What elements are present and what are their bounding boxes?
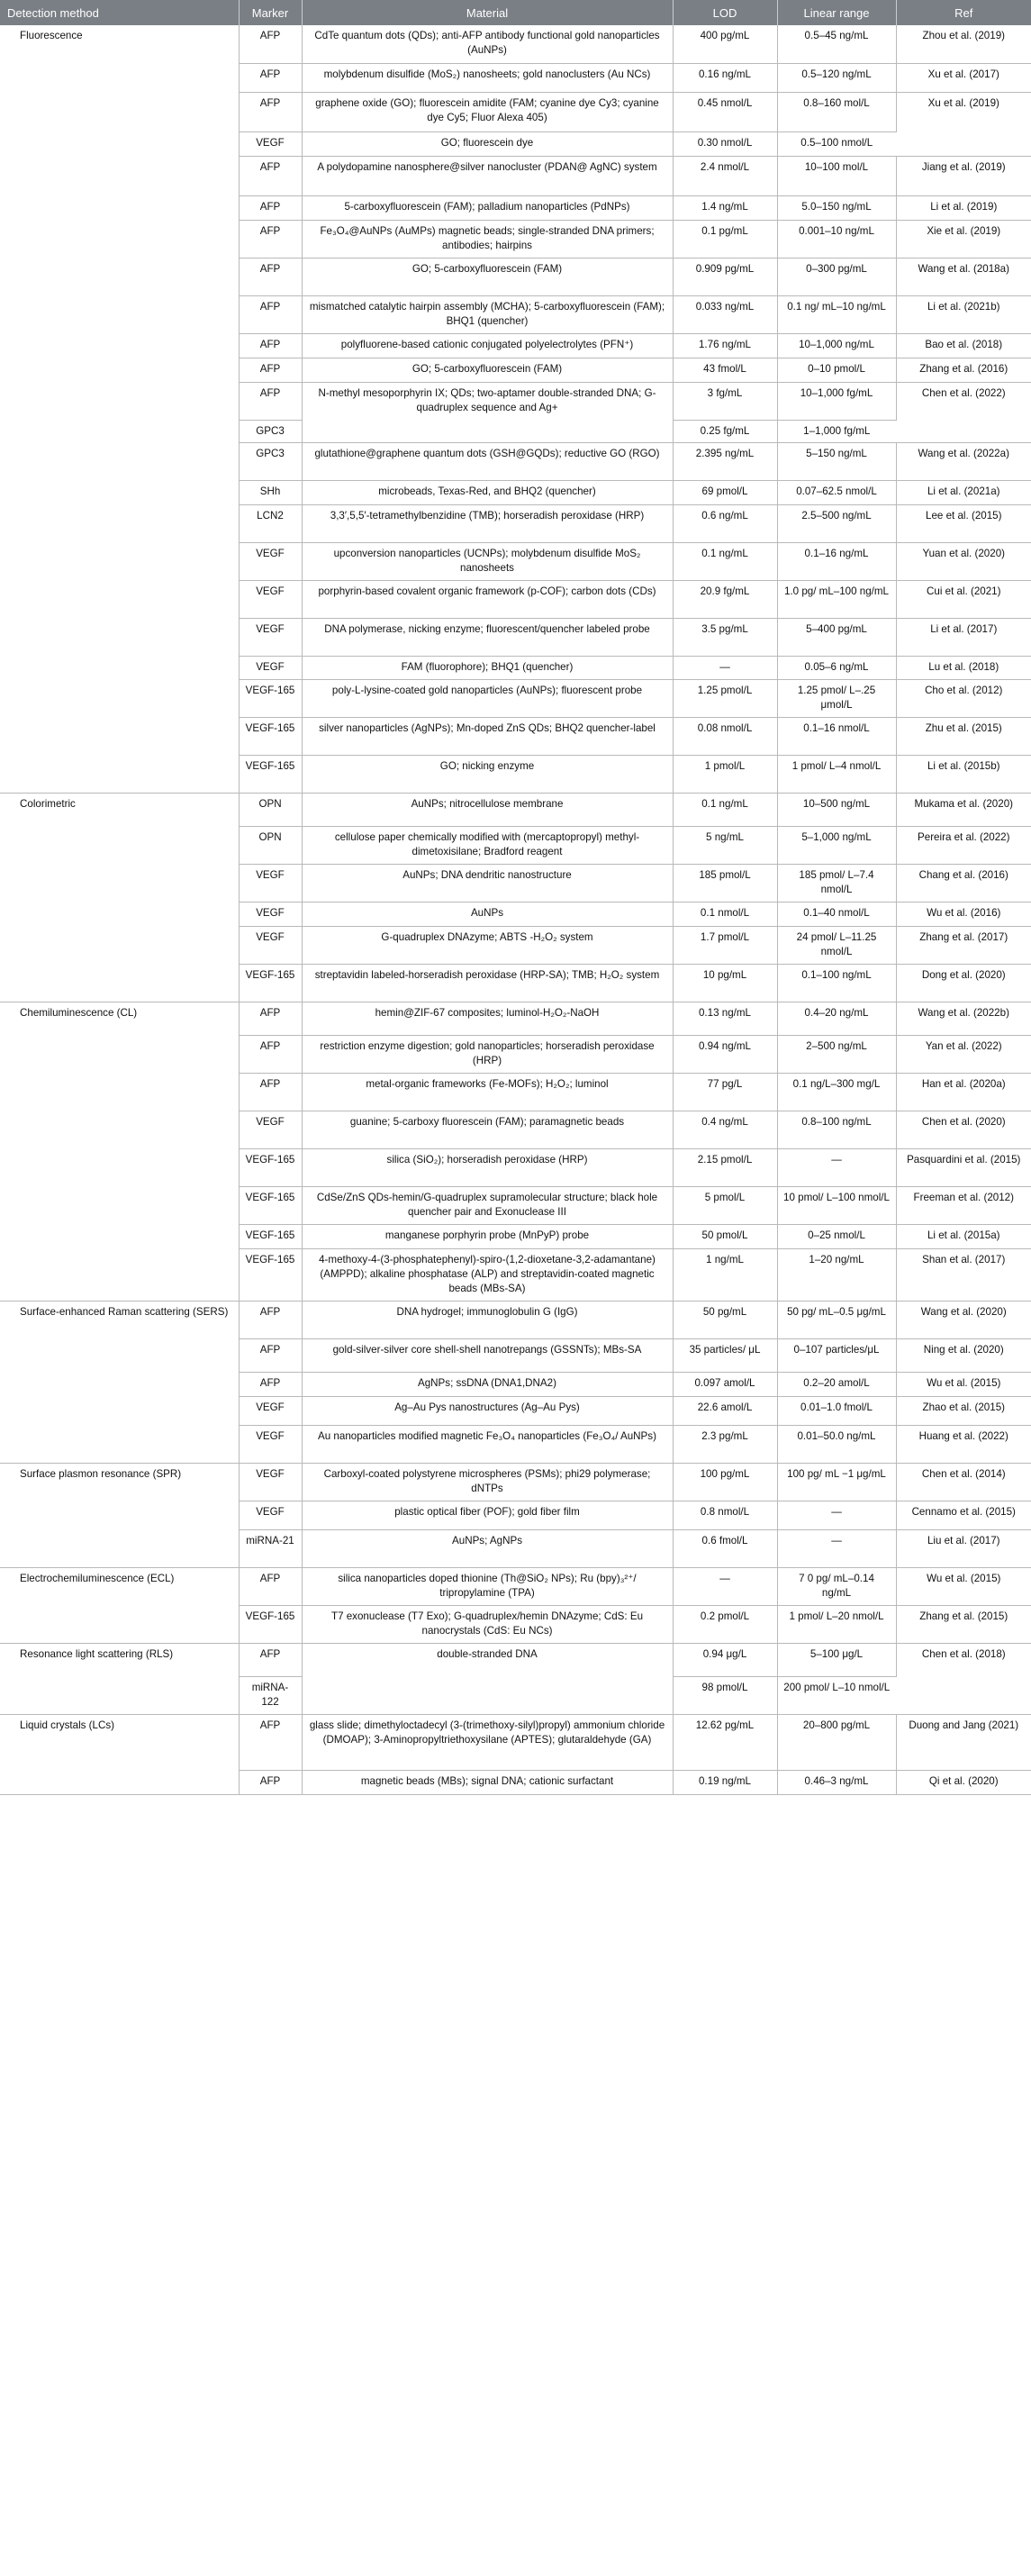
marker-cell: VEGF-165 (239, 679, 302, 717)
marker-cell: AFP (239, 1338, 302, 1372)
marker-cell: AFP (239, 1073, 302, 1111)
linear-range-cell: 1.0 pg/ mL–100 ng/mL (777, 580, 896, 618)
material-cell: silver nanoparticles (AgNPs); Mn-doped ZnS QDs; BHQ2 quencher-label (302, 717, 673, 755)
linear-range-cell: — (777, 1501, 896, 1529)
linear-range-cell: 0.5–45 ng/mL (777, 25, 896, 63)
material-cell: 3,3′,5,5′-tetramethylbenzidine (TMB); horseradish peroxidase (HRP) (302, 504, 673, 542)
material-cell: A polydopamine nanosphere@silver nanocluster (PDAN@ AgNC) system (302, 156, 673, 195)
table-row (0, 1714, 1031, 1770)
linear-range-cell: 1–20 ng/mL (777, 1248, 896, 1301)
lod-cell: 0.909 pg/mL (673, 258, 777, 295)
ref-cell: Chen et al. (2022) (896, 382, 1031, 442)
marker-cell: AFP (239, 295, 302, 333)
lod-cell: 0.1 nmol/L (673, 902, 777, 926)
table-row (0, 1301, 1031, 1338)
linear-range-cell: 0–107 particles/μL (777, 1338, 896, 1372)
linear-range-cell: 0.5–120 ng/mL (777, 63, 896, 92)
ref-cell: Xu et al. (2019) (896, 92, 1031, 156)
ref-cell: Chen et al. (2014) (896, 1463, 1031, 1501)
linear-range-cell: 0.4–20 ng/mL (777, 1002, 896, 1035)
linear-range-cell: — (777, 1148, 896, 1186)
material-cell: CdTe quantum dots (QDs); anti-AFP antibody functional gold nanoparticles (AuNPs) (302, 25, 673, 63)
linear-range-cell: 1–1,000 fg/mL (777, 420, 896, 442)
header-marker: Marker (239, 0, 302, 25)
ref-cell: Li et al. (2017) (896, 618, 1031, 656)
ref-cell: Huang et al. (2022) (896, 1425, 1031, 1463)
linear-range-cell: 0.8–100 ng/mL (777, 1111, 896, 1148)
lod-cell: 20.9 fg/mL (673, 580, 777, 618)
lod-cell: 185 pmol/L (673, 864, 777, 902)
lod-cell: 1 pmol/L (673, 755, 777, 793)
ref-cell: Ning et al. (2020) (896, 1338, 1031, 1372)
ref-cell: Dong et al. (2020) (896, 964, 1031, 1002)
linear-range-cell: 10 pmol/ L–100 nmol/L (777, 1186, 896, 1224)
lod-cell: 0.1 ng/mL (673, 542, 777, 580)
ref-cell: Xie et al. (2019) (896, 220, 1031, 258)
marker-cell: AFP (239, 258, 302, 295)
marker-cell: AFP (239, 25, 302, 63)
ref-cell: Yan et al. (2022) (896, 1035, 1031, 1073)
ref-cell: Wu et al. (2015) (896, 1567, 1031, 1605)
marker-cell: AFP (239, 382, 302, 420)
material-cell: Fe₃O₄@AuNPs (AuMPs) magnetic beads; single-stranded DNA primers; antibodies; hairpins (302, 220, 673, 258)
lod-cell: 0.1 ng/mL (673, 793, 777, 826)
lod-cell: 0.25 fg/mL (673, 420, 777, 442)
marker-cell: VEGF (239, 132, 302, 156)
lod-cell: 77 pg/L (673, 1073, 777, 1111)
header-linear-range: Linear range (777, 0, 896, 25)
material-cell: polyfluorene-based cationic conjugated polyelectrolytes (PFN⁺) (302, 333, 673, 358)
lod-cell: 2.395 ng/mL (673, 442, 777, 480)
marker-cell: AFP (239, 195, 302, 220)
marker-cell: VEGF (239, 1396, 302, 1425)
marker-cell: OPN (239, 793, 302, 826)
lod-cell: 50 pg/mL (673, 1301, 777, 1338)
lod-cell: 22.6 amol/L (673, 1396, 777, 1425)
table-body (0, 25, 1031, 1794)
marker-cell: AFP (239, 63, 302, 92)
material-cell: upconversion nanoparticles (UCNPs); molybdenum disulfide MoS₂ nanosheets (302, 542, 673, 580)
lod-cell: 0.94 μg/L (673, 1643, 777, 1676)
material-cell: hemin@ZIF-67 composites; luminol-H₂O₂-NaOH (302, 1002, 673, 1035)
ref-cell: Zhou et al. (2019) (896, 25, 1031, 63)
header-lod: LOD (673, 0, 777, 25)
ref-cell: Xu et al. (2017) (896, 63, 1031, 92)
marker-cell: SHh (239, 480, 302, 504)
material-cell: DNA polymerase, nicking enzyme; fluorescent/quencher labeled probe (302, 618, 673, 656)
linear-range-cell: 0.01–50.0 ng/mL (777, 1425, 896, 1463)
material-cell: poly-L-lysine-coated gold nanoparticles (AuNPs); fluorescent probe (302, 679, 673, 717)
material-cell: G-quadruplex DNAzyme; ABTS -H₂O₂ system (302, 926, 673, 964)
detection-method-cell: Colorimetric (0, 793, 239, 1002)
material-cell: T7 exonuclease (T7 Exo); G-quadruplex/hemin DNAzyme; CdS: Eu nanocrystals (CdS: Eu NCs) (302, 1605, 673, 1643)
linear-range-cell: — (777, 1529, 896, 1567)
detection-method-cell: Surface-enhanced Raman scattering (SERS) (0, 1301, 239, 1463)
lod-cell: 0.13 ng/mL (673, 1002, 777, 1035)
material-cell: magnetic beads (MBs); signal DNA; cationic surfactant (302, 1770, 673, 1794)
linear-range-cell: 10–500 ng/mL (777, 793, 896, 826)
lod-cell: 1.25 pmol/L (673, 679, 777, 717)
material-cell: 4-methoxy-4-(3-phosphatephenyl)-spiro-(1,2-dioxetane-3,2-adamantane) (AMPPD); alkaline phosphatase (ALP) and streptavidin-coated magnetic beads (MBs-SA) (302, 1248, 673, 1301)
material-cell: glass slide; dimethyloctadecyl (3-(trimethoxy-silyl)propyl) ammonium chloride (DMOAP); 3-Aminopropyltriethoxysilane (APTES); glutaraldehyde (GA) (302, 1714, 673, 1770)
ref-cell: Lee et al. (2015) (896, 504, 1031, 542)
ref-cell: Wang et al. (2022a) (896, 442, 1031, 480)
material-cell: silica (SiO₂); horseradish peroxidase (HRP) (302, 1148, 673, 1186)
linear-range-cell: 5–400 pg/mL (777, 618, 896, 656)
material-cell: porphyrin-based covalent organic framework (p-COF); carbon dots (CDs) (302, 580, 673, 618)
ref-cell: Han et al. (2020a) (896, 1073, 1031, 1111)
ref-cell: Cui et al. (2021) (896, 580, 1031, 618)
ref-cell: Liu et al. (2017) (896, 1529, 1031, 1567)
lod-cell: 0.45 nmol/L (673, 92, 777, 132)
ref-cell: Bao et al. (2018) (896, 333, 1031, 358)
lod-cell: — (673, 1567, 777, 1605)
lod-cell: 2.15 pmol/L (673, 1148, 777, 1186)
material-cell: plastic optical fiber (POF); gold fiber film (302, 1501, 673, 1529)
linear-range-cell: 50 pg/ mL–0.5 μg/mL (777, 1301, 896, 1338)
material-cell: Au nanoparticles modified magnetic Fe₃O₄ nanoparticles (Fe₃O₄/ AuNPs) (302, 1425, 673, 1463)
material-cell: silica nanoparticles doped thionine (Th@SiO₂ NPs); Ru (bpy)₃²⁺/ tripropylamine (TPA) (302, 1567, 673, 1605)
linear-range-cell: 0.1 ng/ mL–10 ng/mL (777, 295, 896, 333)
linear-range-cell: 0.1–40 nmol/L (777, 902, 896, 926)
table-row (0, 1643, 1031, 1676)
marker-cell: AFP (239, 1714, 302, 1770)
lod-cell: 0.4 ng/mL (673, 1111, 777, 1148)
linear-range-cell: 200 pmol/ L–10 nmol/L (777, 1676, 896, 1714)
ref-cell: Freeman et al. (2012) (896, 1186, 1031, 1224)
table-row (0, 25, 1031, 63)
marker-cell: VEGF-165 (239, 1148, 302, 1186)
lod-cell: 0.033 ng/mL (673, 295, 777, 333)
marker-cell: OPN (239, 826, 302, 864)
marker-cell: miRNA-21 (239, 1529, 302, 1567)
lod-cell: 35 particles/ μL (673, 1338, 777, 1372)
material-cell: N-methyl mesoporphyrin IX; QDs; two-aptamer double-stranded DNA; G-quadruplex sequence and Ag+ (302, 382, 673, 442)
ref-cell: Yuan et al. (2020) (896, 542, 1031, 580)
material-cell: AuNPs; nitrocellulose membrane (302, 793, 673, 826)
lod-cell: 0.30 nmol/L (673, 132, 777, 156)
linear-range-cell: 0.1 ng/L–300 mg/L (777, 1073, 896, 1111)
marker-cell: AFP (239, 1301, 302, 1338)
detection-method-cell: Liquid crystals (LCs) (0, 1714, 239, 1794)
marker-cell: AFP (239, 1770, 302, 1794)
linear-range-cell: 0.001–10 ng/mL (777, 220, 896, 258)
marker-cell: VEGF (239, 902, 302, 926)
material-cell: molybdenum disulfide (MoS₂) nanosheets; gold nanoclusters (Au NCs) (302, 63, 673, 92)
marker-cell: miRNA-122 (239, 1676, 302, 1714)
material-cell: AuNPs (302, 902, 673, 926)
lod-cell: 0.94 ng/mL (673, 1035, 777, 1073)
linear-range-cell: 5–1,000 ng/mL (777, 826, 896, 864)
lod-cell: 0.6 fmol/L (673, 1529, 777, 1567)
material-cell: gold-silver-silver core shell-shell nanotrepangs (GSSNTs); MBs-SA (302, 1338, 673, 1372)
lod-cell: 0.2 pmol/L (673, 1605, 777, 1643)
ref-cell: Jiang et al. (2019) (896, 156, 1031, 195)
linear-range-cell: 1 pmol/ L–20 nmol/L (777, 1605, 896, 1643)
linear-range-cell: 5.0–150 ng/mL (777, 195, 896, 220)
marker-cell: VEGF-165 (239, 1186, 302, 1224)
ref-cell: Wang et al. (2018a) (896, 258, 1031, 295)
lod-cell: 0.19 ng/mL (673, 1770, 777, 1794)
marker-cell: VEGF-165 (239, 1605, 302, 1643)
detection-method-cell: Surface plasmon resonance (SPR) (0, 1463, 239, 1567)
marker-cell: AFP (239, 1567, 302, 1605)
detection-method-cell: Chemiluminescence (CL) (0, 1002, 239, 1301)
lod-cell: 0.08 nmol/L (673, 717, 777, 755)
marker-cell: AFP (239, 1643, 302, 1676)
ref-cell: Shan et al. (2017) (896, 1248, 1031, 1301)
lod-cell: 12.62 pg/mL (673, 1714, 777, 1770)
material-cell: GO; nicking enzyme (302, 755, 673, 793)
material-cell: 5-carboxyfluorescein (FAM); palladium nanoparticles (PdNPs) (302, 195, 673, 220)
marker-cell: AFP (239, 156, 302, 195)
material-cell: restriction enzyme digestion; gold nanoparticles; horseradish peroxidase (HRP) (302, 1035, 673, 1073)
ref-cell: Wu et al. (2016) (896, 902, 1031, 926)
linear-range-cell: 10–1,000 fg/mL (777, 382, 896, 420)
marker-cell: VEGF (239, 618, 302, 656)
linear-range-cell: 0–25 nmol/L (777, 1224, 896, 1248)
ref-cell: Wang et al. (2022b) (896, 1002, 1031, 1035)
ref-cell: Li et al. (2021b) (896, 295, 1031, 333)
lod-cell: 2.3 pg/mL (673, 1425, 777, 1463)
lod-cell: 2.4 nmol/L (673, 156, 777, 195)
lod-cell: 0.1 pg/mL (673, 220, 777, 258)
ref-cell: Wang et al. (2020) (896, 1301, 1031, 1338)
lod-cell: 1.7 pmol/L (673, 926, 777, 964)
material-cell: AuNPs; DNA dendritic nanostructure (302, 864, 673, 902)
linear-range-cell: 0.01–1.0 fmol/L (777, 1396, 896, 1425)
linear-range-cell: 0.2–20 amol/L (777, 1372, 896, 1396)
linear-range-cell: 0.1–16 ng/mL (777, 542, 896, 580)
marker-cell: VEGF-165 (239, 717, 302, 755)
linear-range-cell: 0.8–160 mol/L (777, 92, 896, 132)
marker-cell: AFP (239, 358, 302, 382)
marker-cell: VEGF (239, 580, 302, 618)
ref-cell: Pasquardini et al. (2015) (896, 1148, 1031, 1186)
material-cell: GO; fluorescein dye (302, 132, 673, 156)
material-cell: graphene oxide (GO); fluorescein amidite (FAM; cyanine dye Cy3; cyanine dye Cy5; Fluor Alexa 405) (302, 92, 673, 132)
ref-cell: Duong and Jang (2021) (896, 1714, 1031, 1770)
ref-cell: Li et al. (2015b) (896, 755, 1031, 793)
lod-cell: 1 ng/mL (673, 1248, 777, 1301)
detection-method-cell: Electrochemiluminescence (ECL) (0, 1567, 239, 1643)
linear-range-cell: 0.46–3 ng/mL (777, 1770, 896, 1794)
lod-cell: 1.4 ng/mL (673, 195, 777, 220)
ref-cell: Chang et al. (2016) (896, 864, 1031, 902)
lod-cell: 3.5 pg/mL (673, 618, 777, 656)
marker-cell: VEGF (239, 1111, 302, 1148)
material-cell: cellulose paper chemically modified with (mercaptopropyl) methyl-dimetoxisilane; Bradford reagent (302, 826, 673, 864)
marker-cell: AFP (239, 92, 302, 132)
detection-method-cell: Resonance light scattering (RLS) (0, 1643, 239, 1714)
material-cell: GO; 5-carboxyfluorescein (FAM) (302, 358, 673, 382)
marker-cell: GPC3 (239, 420, 302, 442)
linear-range-cell: 0.1–16 nmol/L (777, 717, 896, 755)
lod-cell: 5 pmol/L (673, 1186, 777, 1224)
marker-cell: VEGF (239, 542, 302, 580)
linear-range-cell: 0–300 pg/mL (777, 258, 896, 295)
linear-range-cell: 0.05–6 ng/mL (777, 656, 896, 679)
linear-range-cell: 185 pmol/ L–7.4 nmol/L (777, 864, 896, 902)
lod-cell: 3 fg/mL (673, 382, 777, 420)
marker-cell: VEGF-165 (239, 1248, 302, 1301)
ref-cell: Chen et al. (2018) (896, 1643, 1031, 1714)
marker-cell: VEGF (239, 656, 302, 679)
marker-cell: VEGF-165 (239, 1224, 302, 1248)
material-cell: Ag–Au Pys nanostructures (Ag–Au Pys) (302, 1396, 673, 1425)
linear-range-cell: 0.07–62.5 nmol/L (777, 480, 896, 504)
marker-cell: GPC3 (239, 442, 302, 480)
ref-cell: Pereira et al. (2022) (896, 826, 1031, 864)
table-row (0, 1567, 1031, 1605)
linear-range-cell: 5–150 ng/mL (777, 442, 896, 480)
material-cell: glutathione@graphene quantum dots (GSH@GQDs); reductive GO (RGO) (302, 442, 673, 480)
material-cell: DNA hydrogel; immunoglobulin G (IgG) (302, 1301, 673, 1338)
lod-cell: 5 ng/mL (673, 826, 777, 864)
lod-cell: 100 pg/mL (673, 1463, 777, 1501)
header-ref: Ref (896, 0, 1031, 25)
material-cell: microbeads, Texas-Red, and BHQ2 (quencher) (302, 480, 673, 504)
lod-cell: 400 pg/mL (673, 25, 777, 63)
linear-range-cell: 10–100 mol/L (777, 156, 896, 195)
lod-cell: 43 fmol/L (673, 358, 777, 382)
linear-range-cell: 7 0 pg/ mL–0.14 ng/mL (777, 1567, 896, 1605)
header-material: Material (302, 0, 673, 25)
material-cell: double-stranded DNA (302, 1643, 673, 1714)
ref-cell: Cennamo et al. (2015) (896, 1501, 1031, 1529)
material-cell: AgNPs; ssDNA (DNA1,DNA2) (302, 1372, 673, 1396)
linear-range-cell: 24 pmol/ L–11.25 nmol/L (777, 926, 896, 964)
linear-range-cell: 2–500 ng/mL (777, 1035, 896, 1073)
ref-cell: Zhao et al. (2015) (896, 1396, 1031, 1425)
lod-cell: 69 pmol/L (673, 480, 777, 504)
marker-cell: AFP (239, 333, 302, 358)
header-detection-method: Detection method (0, 0, 239, 25)
marker-cell: AFP (239, 1002, 302, 1035)
material-cell: CdSe/ZnS QDs-hemin/G-quadruplex supramolecular structure; black hole quencher pair and Exonuclease III (302, 1186, 673, 1224)
linear-range-cell: 0.5–100 nmol/L (777, 132, 896, 156)
lod-cell: — (673, 656, 777, 679)
ref-cell: Lu et al. (2018) (896, 656, 1031, 679)
material-cell: GO; 5-carboxyfluorescein (FAM) (302, 258, 673, 295)
marker-cell: LCN2 (239, 504, 302, 542)
material-cell: manganese porphyrin probe (MnPyP) probe (302, 1224, 673, 1248)
lod-cell: 0.6 ng/mL (673, 504, 777, 542)
linear-range-cell: 0–10 pmol/L (777, 358, 896, 382)
ref-cell: Mukama et al. (2020) (896, 793, 1031, 826)
linear-range-cell: 20–800 pg/mL (777, 1714, 896, 1770)
material-cell: AuNPs; AgNPs (302, 1529, 673, 1567)
lod-cell: 0.8 nmol/L (673, 1501, 777, 1529)
material-cell: metal-organic frameworks (Fe-MOFs); H₂O₂; luminol (302, 1073, 673, 1111)
marker-cell: VEGF (239, 1463, 302, 1501)
ref-cell: Zhang et al. (2017) (896, 926, 1031, 964)
material-cell: Carboxyl-coated polystyrene microspheres (PSMs); phi29 polymerase; dNTPs (302, 1463, 673, 1501)
linear-range-cell: 10–1,000 ng/mL (777, 333, 896, 358)
marker-cell: VEGF-165 (239, 964, 302, 1002)
table-row (0, 1463, 1031, 1501)
marker-cell: AFP (239, 1372, 302, 1396)
table-row (0, 1002, 1031, 1035)
marker-cell: AFP (239, 220, 302, 258)
ref-cell: Chen et al. (2020) (896, 1111, 1031, 1148)
linear-range-cell: 2.5–500 ng/mL (777, 504, 896, 542)
detection-method-cell: Fluorescence (0, 25, 239, 793)
marker-cell: VEGF (239, 926, 302, 964)
marker-cell: VEGF (239, 1501, 302, 1529)
marker-cell: VEGF-165 (239, 755, 302, 793)
marker-cell: AFP (239, 1035, 302, 1073)
material-cell: FAM (fluorophore); BHQ1 (quencher) (302, 656, 673, 679)
ref-cell: Qi et al. (2020) (896, 1770, 1031, 1794)
lod-cell: 10 pg/mL (673, 964, 777, 1002)
lod-cell: 1.76 ng/mL (673, 333, 777, 358)
ref-cell: Li et al. (2021a) (896, 480, 1031, 504)
linear-range-cell: 1.25 pmol/ L–.25 μmol/L (777, 679, 896, 717)
ref-cell: Cho et al. (2012) (896, 679, 1031, 717)
lod-cell: 0.16 ng/mL (673, 63, 777, 92)
linear-range-cell: 0.1–100 ng/mL (777, 964, 896, 1002)
ref-cell: Zhu et al. (2015) (896, 717, 1031, 755)
lod-cell: 0.097 amol/L (673, 1372, 777, 1396)
ref-cell: Zhang et al. (2016) (896, 358, 1031, 382)
table-header (0, 0, 1031, 25)
linear-range-cell: 1 pmol/ L–4 nmol/L (777, 755, 896, 793)
marker-cell: VEGF (239, 864, 302, 902)
marker-cell: VEGF (239, 1425, 302, 1463)
ref-cell: Wu et al. (2015) (896, 1372, 1031, 1396)
table-row (0, 793, 1031, 826)
material-cell: streptavidin labeled-horseradish peroxidase (HRP-SA); TMB; H₂O₂ system (302, 964, 673, 1002)
lod-cell: 98 pmol/L (673, 1676, 777, 1714)
linear-range-cell: 5–100 μg/L (777, 1643, 896, 1676)
ref-cell: Li et al. (2019) (896, 195, 1031, 220)
lod-cell: 50 pmol/L (673, 1224, 777, 1248)
linear-range-cell: 100 pg/ mL −1 μg/mL (777, 1463, 896, 1501)
ref-cell: Li et al. (2015a) (896, 1224, 1031, 1248)
ref-cell: Zhang et al. (2015) (896, 1605, 1031, 1643)
material-cell: mismatched catalytic hairpin assembly (MCHA); 5-carboxyfluorescein (FAM); BHQ1 (quencher) (302, 295, 673, 333)
material-cell: guanine; 5-carboxy fluorescein (FAM); paramagnetic beads (302, 1111, 673, 1148)
